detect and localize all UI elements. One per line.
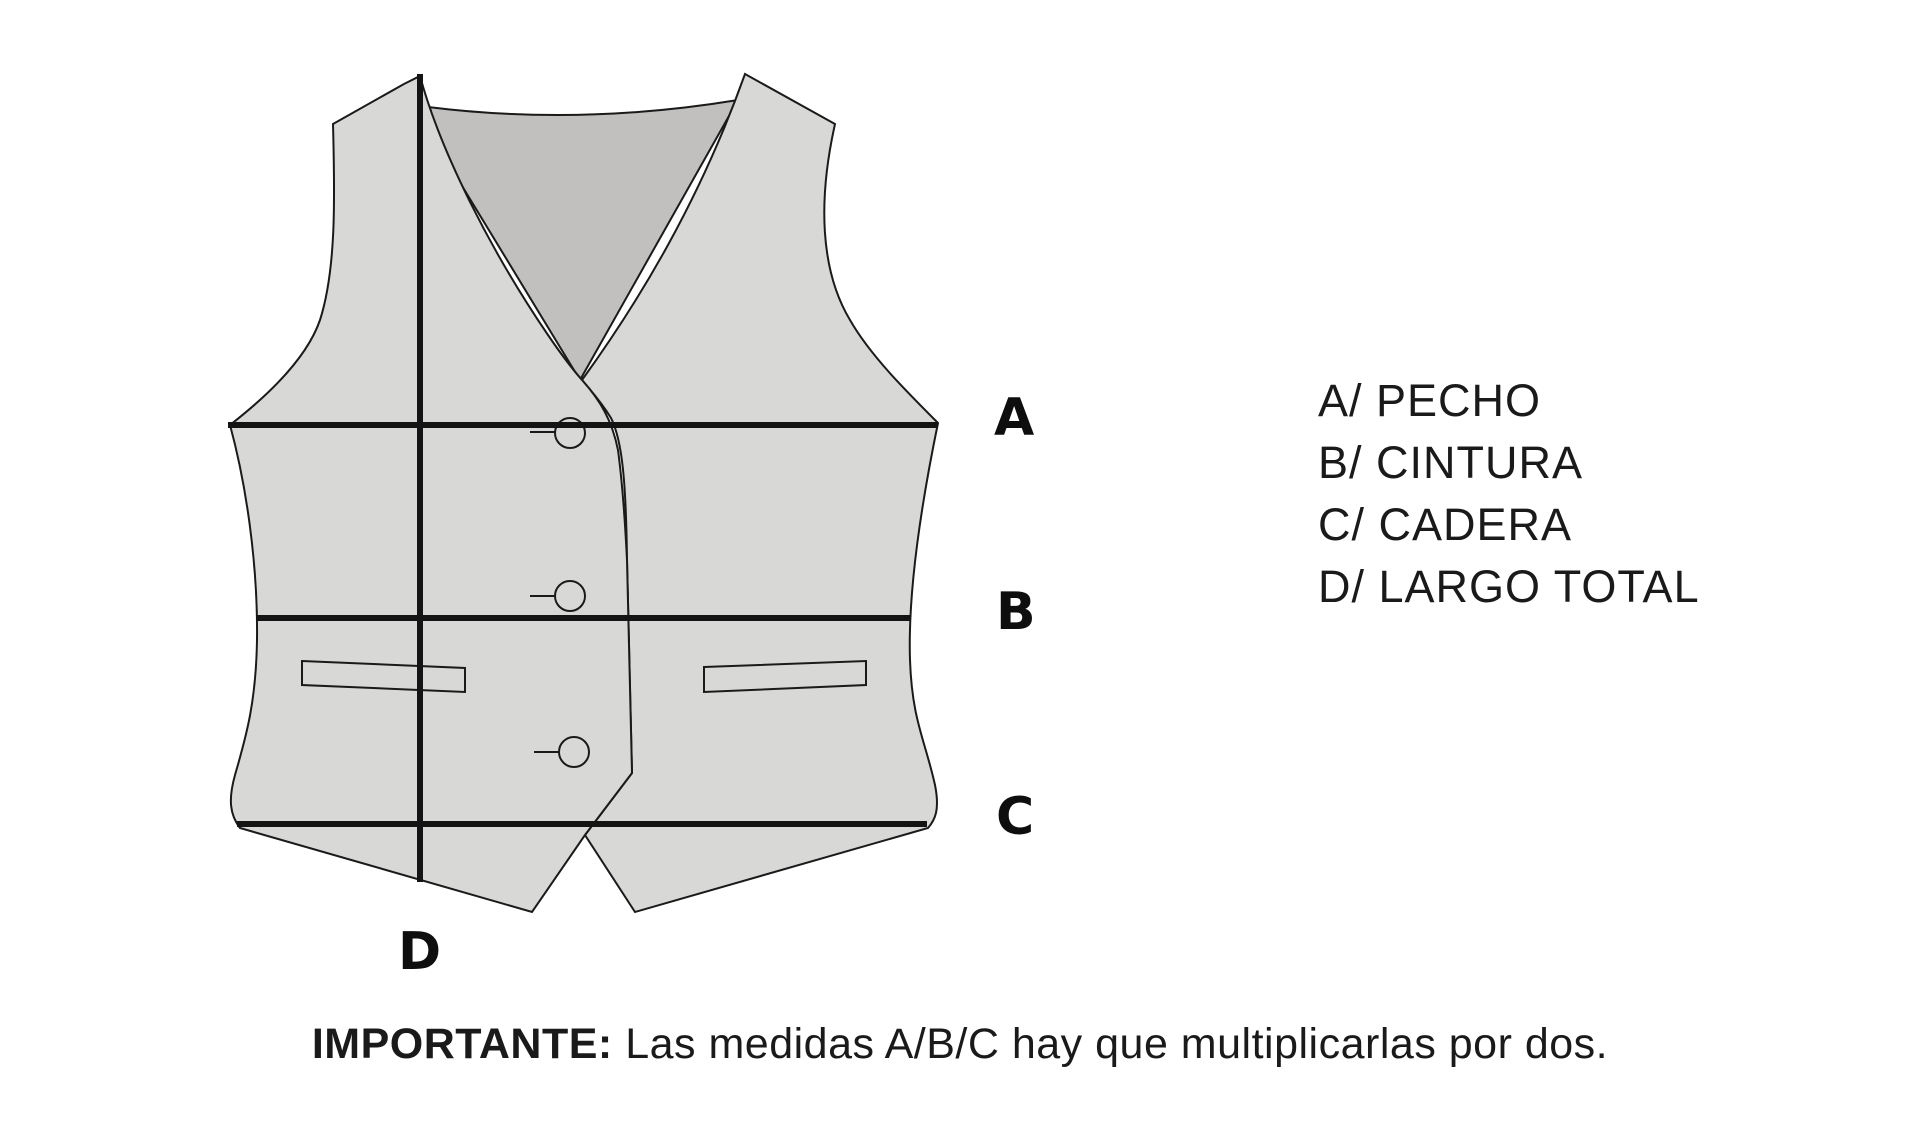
measurement-legend <box>1318 370 1700 618</box>
legend-item-chest: A/ PECHO <box>1318 375 1542 426</box>
important-note <box>0 1020 1920 1069</box>
marker-b: B <box>996 582 1036 642</box>
marker-d: D <box>398 922 442 982</box>
legend-item-hip: C/ CADERA <box>1318 499 1573 550</box>
marker-a: A <box>994 388 1035 448</box>
note-text: Las medidas A/B/C hay que multiplicarlas por dos. <box>625 1020 1609 1068</box>
legend-item-total-length: D/ LARGO TOTAL <box>1318 561 1700 612</box>
legend-item-waist: B/ CINTURA <box>1318 437 1584 488</box>
note-label: IMPORTANTE: <box>311 1020 613 1068</box>
marker-c: C <box>996 787 1035 847</box>
